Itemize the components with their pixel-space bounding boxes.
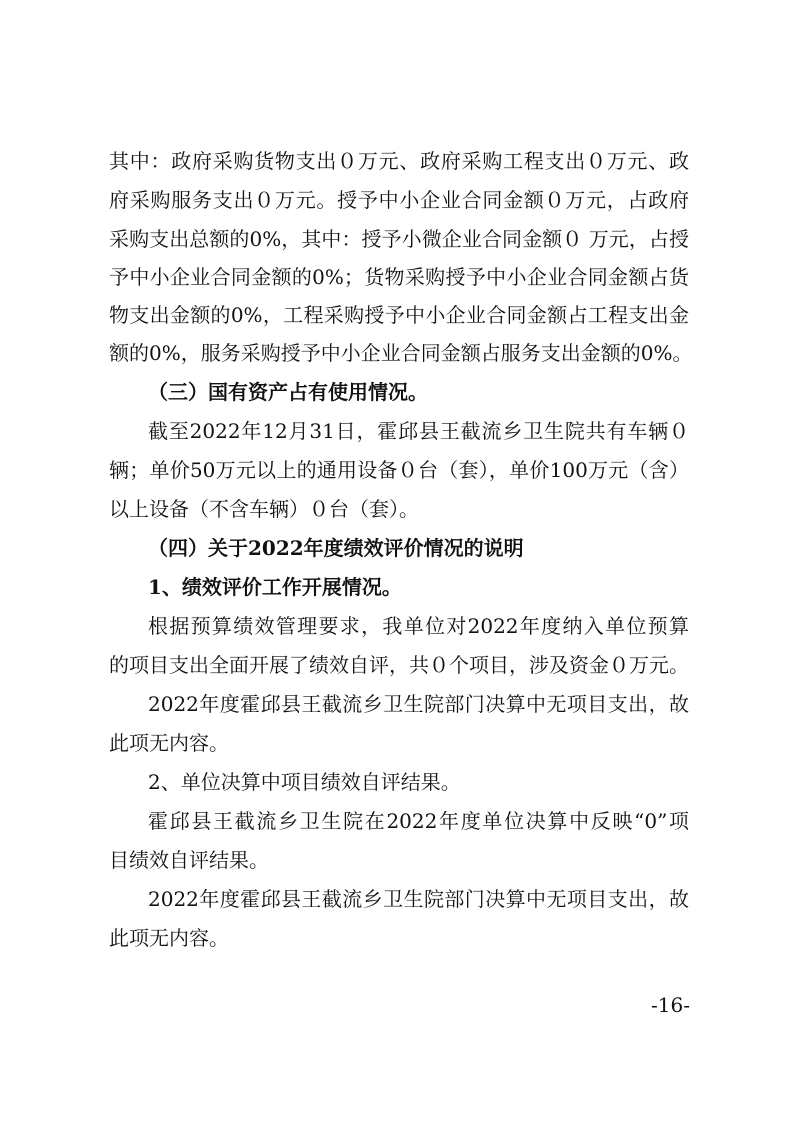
text-line: 霍邱县王截流乡卫生院在2022年度单位决算中反映“0”项 — [148, 809, 689, 833]
subsection-heading-2: 2、单位决算中项目绩效自评结果。 — [148, 770, 461, 794]
text-line: 物支出金额的0%，工程采购授予中小企业合同金额占工程支出金 — [109, 303, 689, 327]
text-line: 额的0%，服务采购授予中小企业合同金额占服务支出金额的0%。 — [109, 341, 693, 365]
text-line: 此项无内容。 — [109, 731, 229, 755]
section-heading-3: （三）国有资产占有使用情况。 — [148, 380, 428, 404]
text-line: 予中小企业合同金额的0%；货物采购授予中小企业合同金额占货 — [109, 265, 689, 289]
text-line: 的项目支出全面开展了绩效自评，共０个项目，涉及资金０万元。 — [109, 653, 689, 677]
text-line: 根据预算绩效管理要求，我单位对2022年度纳入单位预算 — [148, 614, 689, 638]
text-line: 此项无内容。 — [109, 926, 229, 950]
text-line: 目绩效自评结果。 — [109, 848, 269, 872]
text-line: 府采购服务支出０万元。授予中小企业合同金额０万元，占政府 — [109, 188, 689, 212]
section-heading-4: （四）关于2022年度绩效评价情况的说明 — [148, 536, 524, 560]
page-number: -16- — [651, 993, 690, 1017]
text-line: 截至2022年12月31日，霍邱县王截流乡卫生院共有车辆０ — [148, 419, 689, 443]
text-line: 2022年度霍邱县王截流乡卫生院部门决算中无项目支出，故 — [148, 692, 689, 716]
text-line: 其中：政府采购货物支出０万元、政府采购工程支出０万元、政 — [109, 149, 689, 173]
text-line: 辆；单价50万元以上的通用设备０台（套），单价100万元（含） — [109, 458, 689, 482]
text-line: 以上设备（不含车辆）０台（套）。 — [109, 497, 419, 521]
subsection-heading-1: 1、绩效评价工作开展情况。 — [148, 575, 402, 599]
text-line: 采购支出总额的0%，其中：授予小微企业合同金额０ 万元，占授 — [109, 227, 689, 251]
text-line: 2022年度霍邱县王截流乡卫生院部门决算中无项目支出，故 — [148, 887, 689, 911]
